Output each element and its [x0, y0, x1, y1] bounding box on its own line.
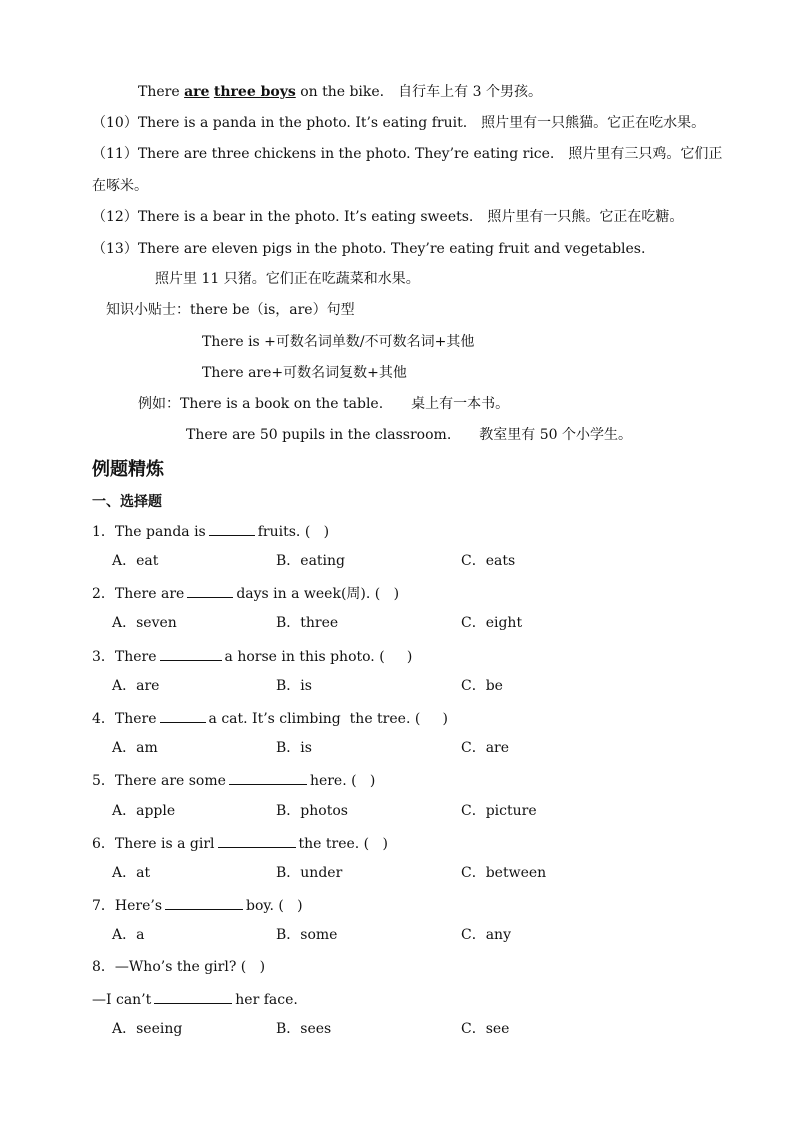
tip-title	[106, 301, 355, 319]
example-text: （13）There are eleven pigs in the photo. They’re eating fruit and vegetables.	[92, 241, 646, 257]
question-8	[92, 958, 265, 976]
option-a[interactable]: A．a	[112, 927, 145, 943]
question-stem: 6．There is a girl	[92, 836, 215, 852]
option-b[interactable]: B．eating	[276, 553, 346, 569]
tip-example-2	[186, 426, 632, 444]
option-c[interactable]: C．picture	[461, 803, 537, 819]
example-translation: 照片里有一只熊猫。它正在吃水果。	[481, 115, 706, 131]
example-translation: 照片里 11 只猪。它们正在吃蔬菜和水果。	[155, 271, 420, 287]
question-stem-end: here. ( )	[309, 773, 376, 789]
example-text: on the bike.	[295, 84, 385, 100]
question-2	[92, 583, 399, 603]
option-c[interactable]: C．between	[461, 865, 547, 881]
answer-blank[interactable]	[154, 989, 232, 1004]
option-b[interactable]: B．under	[276, 865, 343, 881]
example-translation: 在啄米。	[92, 178, 148, 194]
answer-blank[interactable]	[160, 646, 222, 661]
question-stem: 3．There	[92, 649, 157, 665]
option-c[interactable]: C．any	[461, 927, 511, 943]
option-b[interactable]: B．some	[276, 927, 338, 943]
option-a[interactable]: A．are	[112, 678, 160, 694]
question-stem-end: her face.	[235, 992, 298, 1008]
tip-example-translation: 教室里有 50 个小学生。	[479, 427, 632, 443]
tip-rule-text: There is +可数名词单数/不可数名词+其他	[202, 334, 475, 350]
answer-blank[interactable]	[160, 708, 206, 723]
tip-rule-2	[202, 364, 407, 382]
example-text: （12）There is a bear in the photo. It’s eating sweets.	[92, 209, 474, 225]
example-item-10	[92, 114, 705, 132]
option-c[interactable]: C．are	[461, 740, 510, 756]
question-6	[92, 833, 388, 853]
section-title: 例题精炼	[92, 459, 164, 480]
question-stem: 2．There are	[92, 586, 185, 602]
question-stem: 8．—Who’s the girl? ( )	[92, 959, 266, 975]
example-text: （10）There is a panda in the photo. It’s eating fruit.	[92, 115, 468, 131]
underlined-phrase: three boys	[213, 84, 296, 100]
tip-example-1	[138, 395, 509, 413]
example-item-11	[92, 145, 722, 163]
option-a[interactable]: A．at	[112, 865, 151, 881]
question-stem-end: boy. ( )	[246, 898, 303, 914]
question-1	[92, 521, 329, 541]
option-b[interactable]: B．photos	[276, 803, 348, 819]
tip-example-text: There are 50 pupils in the classroom.	[186, 427, 452, 443]
answer-blank[interactable]	[209, 521, 255, 536]
option-a[interactable]: A．seven	[112, 615, 177, 631]
example-item-12	[92, 208, 683, 226]
question-stem: —I can’t	[92, 992, 152, 1008]
option-a[interactable]: A．am	[112, 740, 158, 756]
example-item-11-cont	[92, 177, 148, 195]
option-b[interactable]: B．sees	[276, 1021, 332, 1037]
example-line-9	[138, 83, 542, 101]
question-stem: 5．There are some	[92, 773, 226, 789]
option-a[interactable]: A．eat	[112, 553, 159, 569]
option-c[interactable]: C．eight	[461, 615, 523, 631]
question-7	[92, 895, 303, 915]
answer-blank[interactable]	[187, 583, 233, 598]
option-a[interactable]: A．apple	[112, 803, 176, 819]
tip-example-text: There is a book on the table.	[180, 396, 384, 412]
example-text: （11）There are three chickens in the photo. They’re eating rice.	[92, 146, 555, 162]
question-3	[92, 646, 412, 666]
tip-rule-text: There are+可数名词复数+其他	[202, 365, 407, 381]
question-4	[92, 708, 448, 728]
option-c[interactable]: C．see	[461, 1021, 510, 1037]
tip-rule-1	[202, 333, 474, 351]
example-translation: 照片里有三只鸡。它们正	[568, 146, 723, 162]
question-stem: 1．The panda is	[92, 524, 206, 540]
tip-example-translation: 桌上有一本书。	[411, 396, 510, 412]
answer-blank[interactable]	[218, 833, 296, 848]
option-b[interactable]: B．is	[276, 678, 312, 694]
example-translation: 自行车上有 3 个男孩。	[398, 84, 542, 100]
example-item-13-zh	[155, 270, 420, 288]
question-stem-end: a horse in this photo. ( )	[224, 649, 413, 665]
question-stem: 4．There	[92, 711, 157, 727]
option-c[interactable]: C．eats	[461, 553, 516, 569]
question-stem: 7．Here’s	[92, 898, 163, 914]
tip-example-label: 例如：	[138, 396, 180, 412]
underlined-word: are	[184, 84, 210, 100]
question-stem-end: days in a week(周). ( )	[236, 586, 400, 602]
answer-blank[interactable]	[229, 770, 307, 785]
question-5	[92, 770, 375, 790]
example-item-13	[92, 240, 645, 258]
tip-title-text: 知识小贴士：there be（is，are）句型	[106, 302, 355, 318]
question-stem-end: fruits. ( )	[257, 524, 330, 540]
question-stem-end: a cat. It’s climbing the tree. ( )	[208, 711, 449, 727]
example-translation: 照片里有一只熊。它正在吃糖。	[487, 209, 684, 225]
option-c[interactable]: C．be	[461, 678, 503, 694]
option-b[interactable]: B．three	[276, 615, 339, 631]
option-a[interactable]: A．seeing	[112, 1021, 183, 1037]
example-text: There	[138, 84, 185, 100]
question-stem-end: the tree. ( )	[298, 836, 388, 852]
option-b[interactable]: B．is	[276, 740, 312, 756]
answer-blank[interactable]	[165, 895, 243, 910]
subsection-title: 一、选择题	[92, 494, 162, 510]
question-8-line-2	[92, 989, 298, 1009]
